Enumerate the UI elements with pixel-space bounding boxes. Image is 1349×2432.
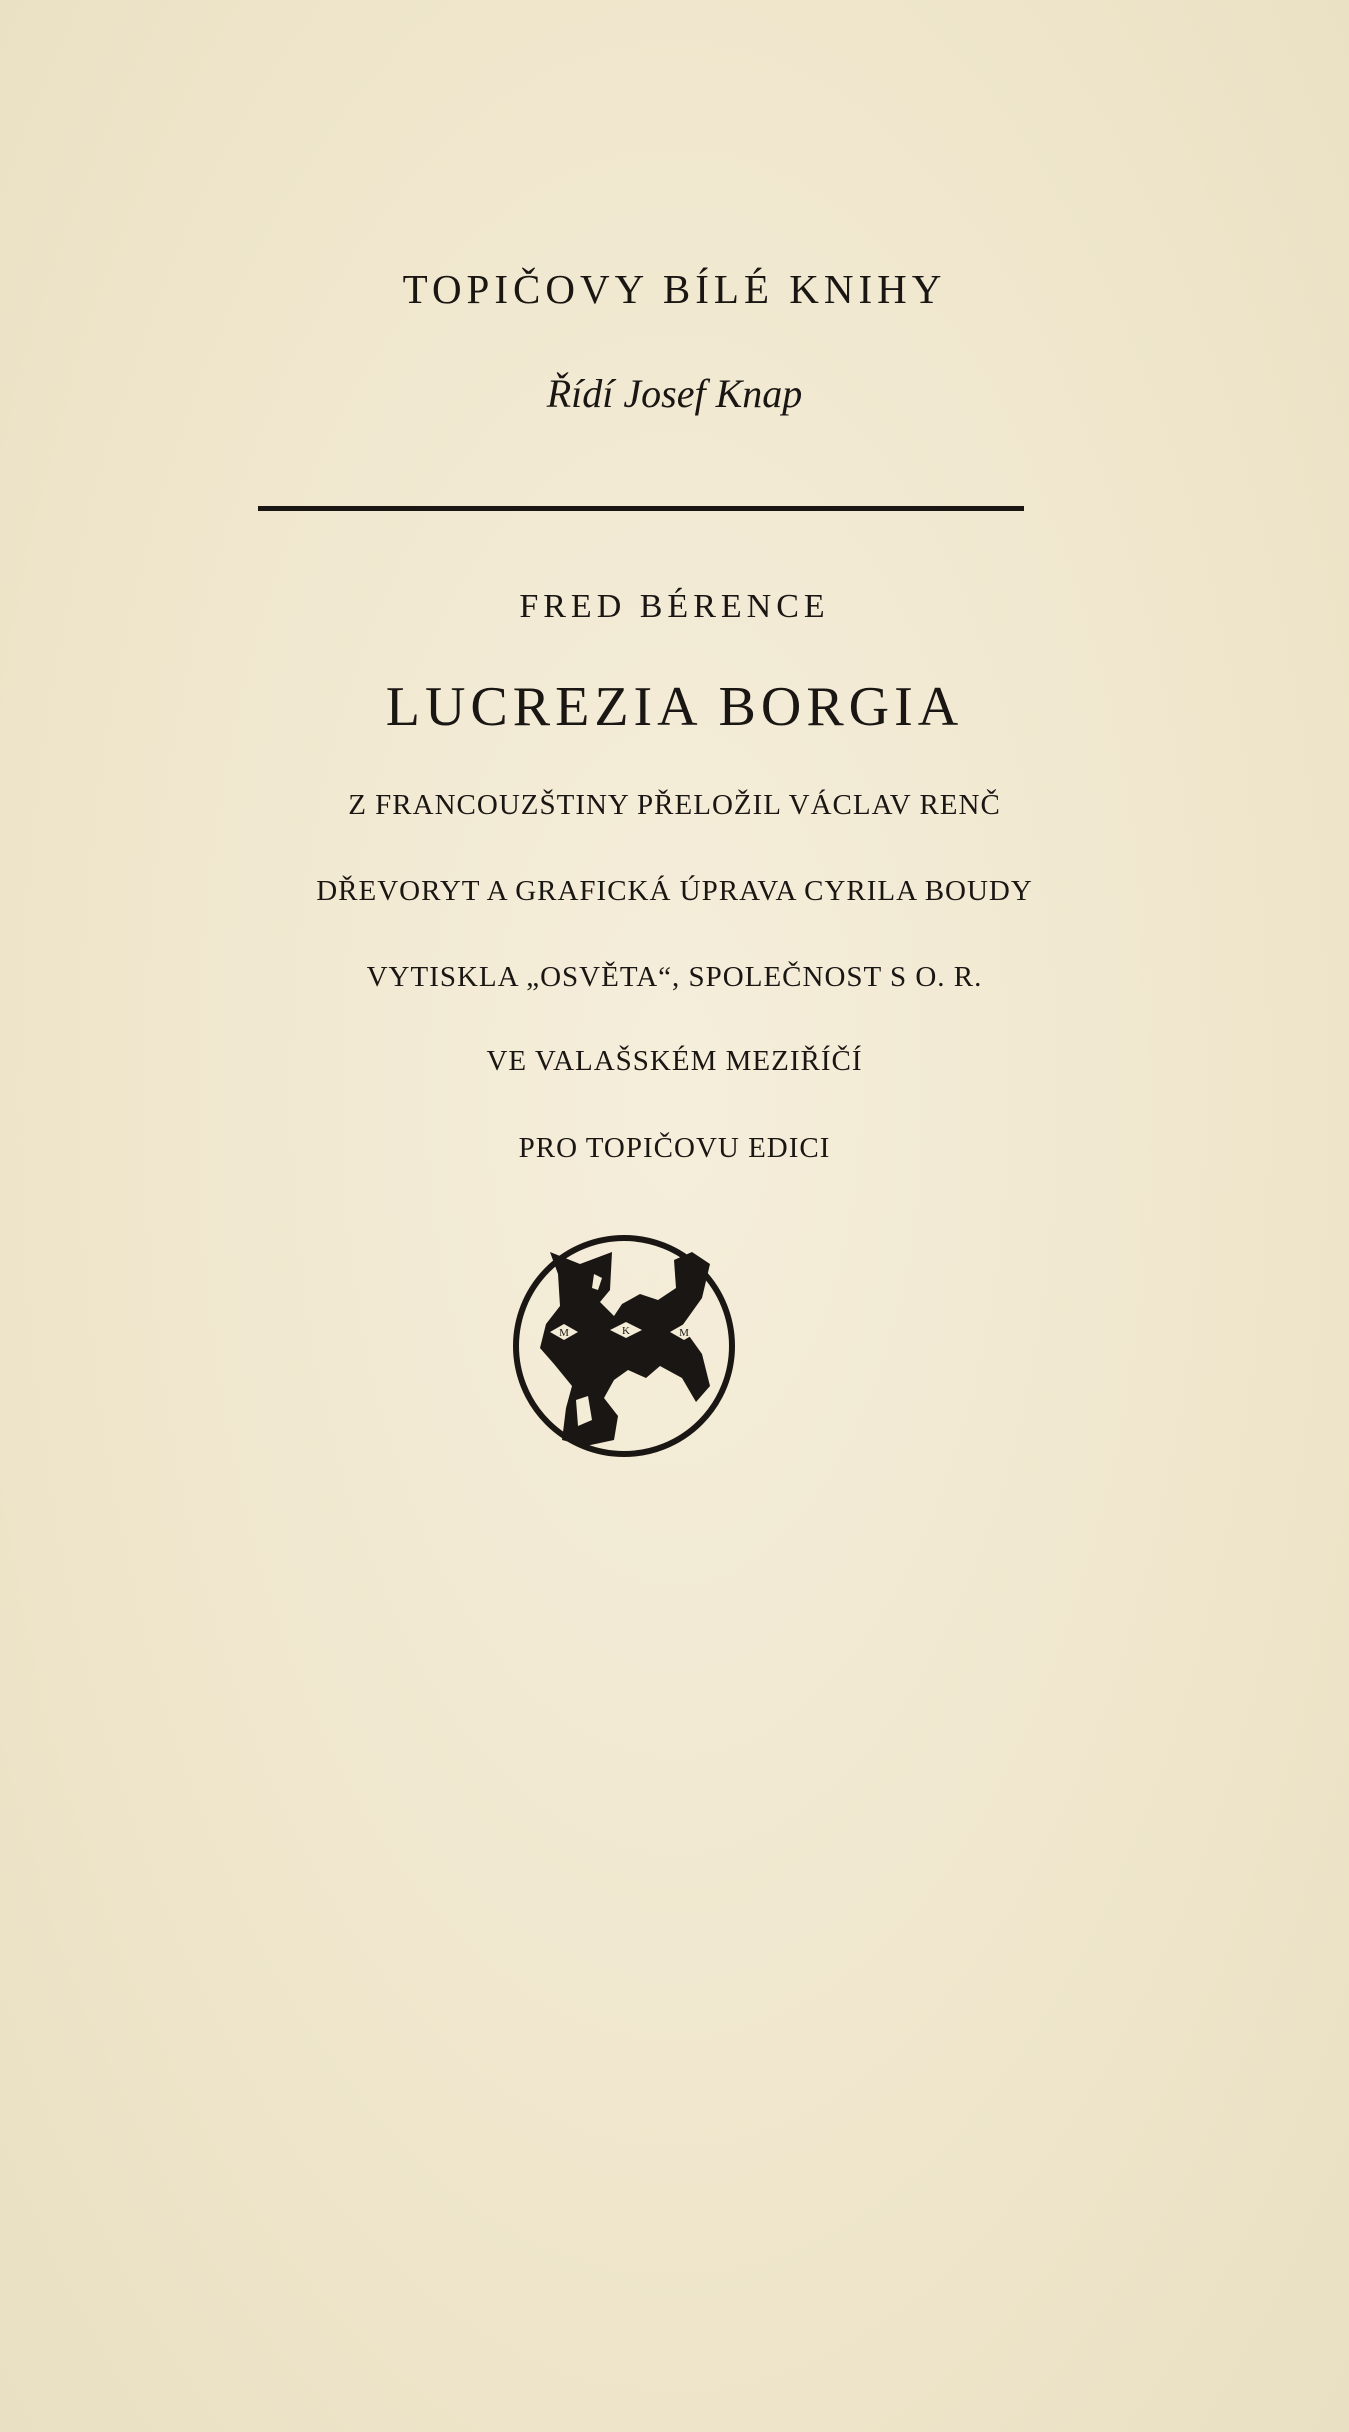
author-name: FRED BÉRENCE (519, 588, 830, 625)
divider-rule (258, 506, 1024, 511)
series-title: TOPIČOVY BÍLÉ KNIHY (402, 266, 947, 312)
logo-letter-m-right: M (679, 1327, 689, 1339)
logo-letter-m: M (559, 1327, 569, 1339)
illustration-credit: DŘEVORYT A GRAFICKÁ ÚPRAVA CYRILA BOUDY (316, 875, 1033, 907)
translator-credit: Z FRANCOUZŠTINY PŘELOŽIL VÁCLAV RENČ (348, 789, 1001, 821)
book-title: LUCREZIA BORGIA (385, 676, 964, 738)
edition-credit: PRO TOPIČOVU EDICI (518, 1132, 831, 1164)
series-editor: Řídí Josef Knap (546, 371, 803, 416)
printer-credit: VYTISKLA „OSVĚTA“, SPOLEČNOST S O. R. (366, 961, 983, 993)
printer-location: VE VALAŠSKÉM MEZIŘÍČÍ (486, 1045, 863, 1077)
publisher-monogram-k-icon (506, 1230, 742, 1462)
logo-letter-k: K (622, 1325, 630, 1337)
